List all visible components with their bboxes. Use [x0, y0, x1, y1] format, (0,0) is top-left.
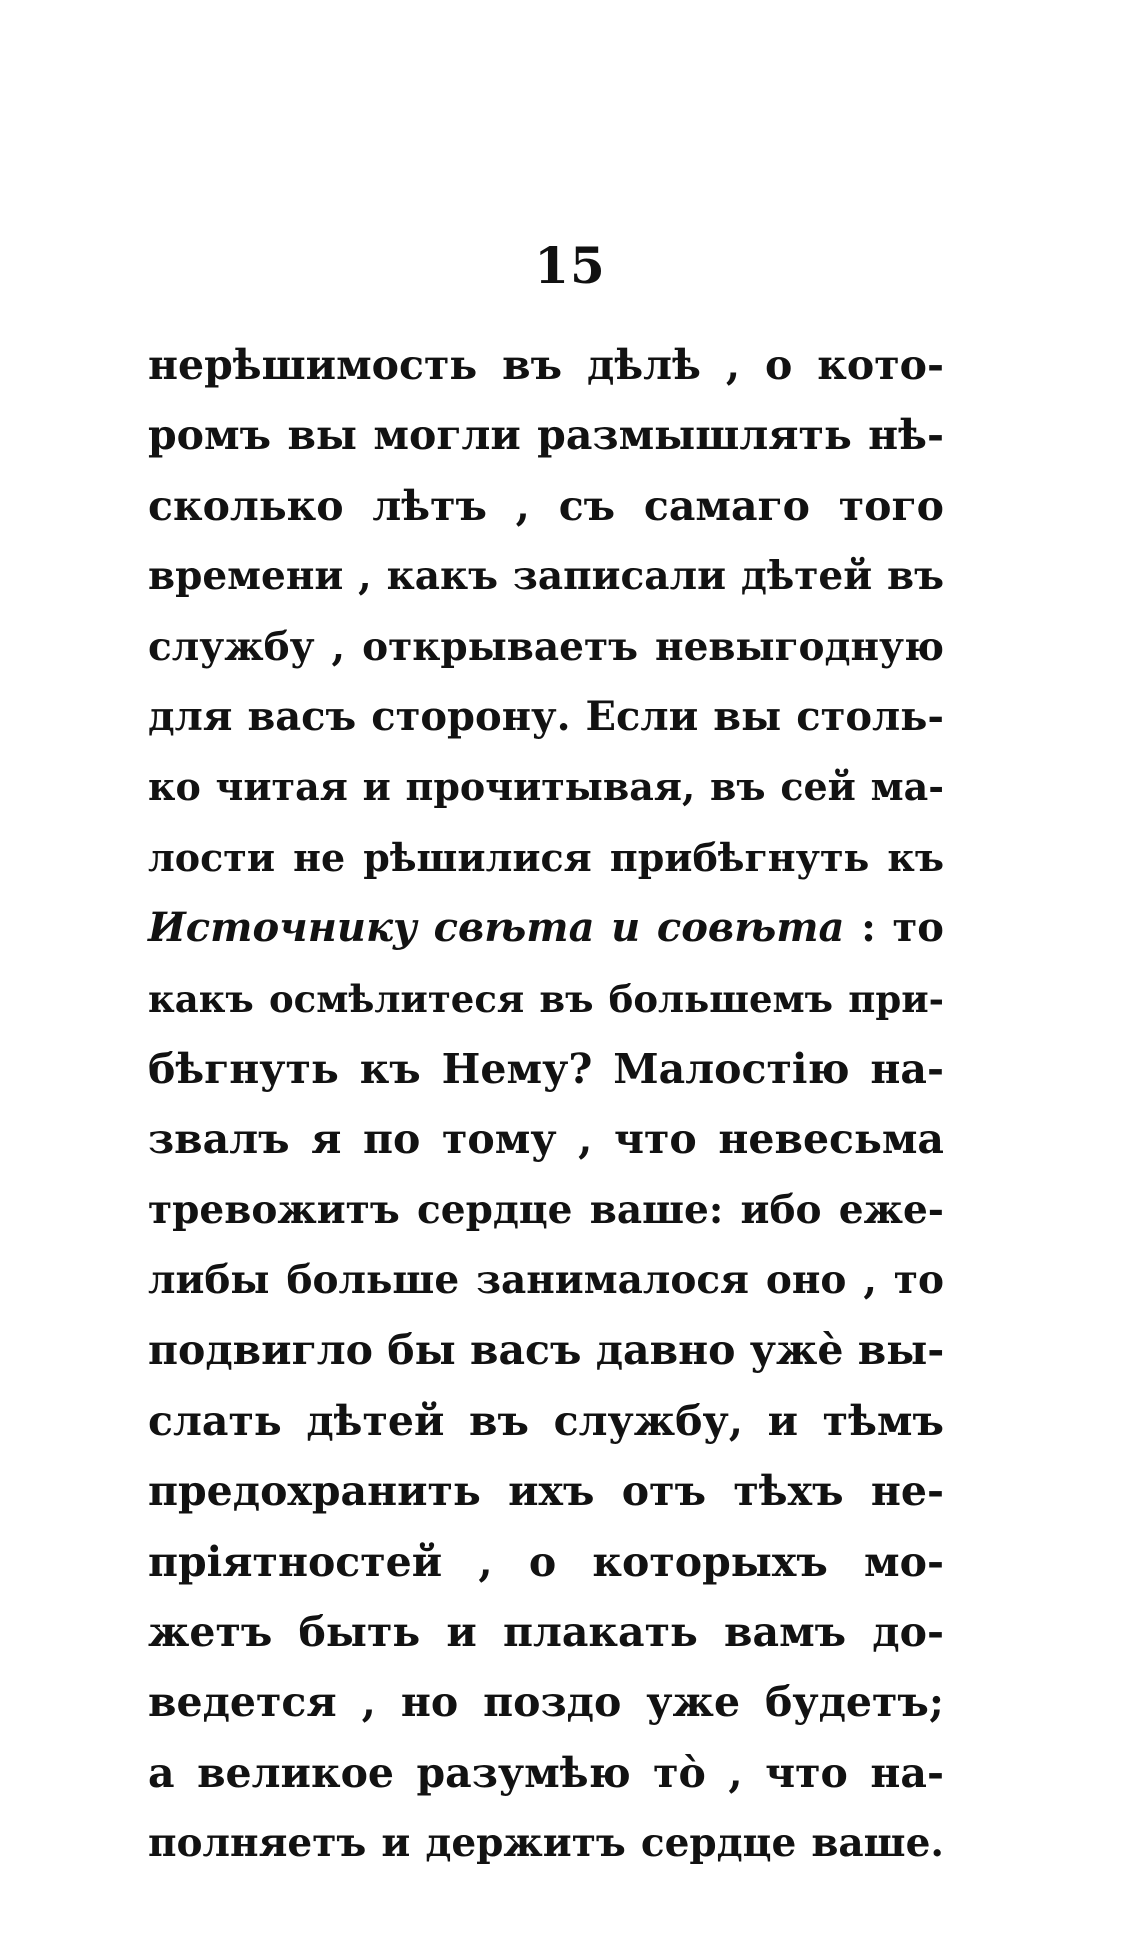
text-line: предохранить ихъ отъ тѣхъ не- [148, 1467, 944, 1516]
text-line: тревожитъ сердце ваше: ибо еже- [148, 1186, 944, 1233]
italic-phrase: Источнику свѣта и совѣта [148, 904, 845, 952]
text-line: ромъ вы могли размышлять нѣ- [148, 411, 944, 460]
page-number: 15 [534, 236, 606, 295]
text-line: сколько лѣтъ , съ самаго того [148, 481, 944, 530]
text-line: лости не рѣшилися прибѣгнуть къ [148, 834, 944, 880]
body-text [148, 330, 944, 1879]
text-fragment: : то [844, 904, 944, 952]
text-line: слать дѣтей въ службу, и тѣмъ [148, 1396, 944, 1445]
text-line: полняетъ и держитъ сердце ваше. [148, 1820, 944, 1867]
text-line [148, 893, 944, 963]
text-line: бѣгнуть къ Нему? Малостію на- [148, 1044, 944, 1093]
text-line: какъ осмѣлитеся въ большемъ при- [148, 976, 944, 1021]
text-line: подвигло бы васъ давно ужè вы- [148, 1326, 945, 1375]
text-line: службу , открываетъ невыгодную [148, 623, 944, 670]
text-line: а великое разумѣю тò , что на- [148, 1748, 944, 1797]
text-line: звалъ я по тому , что невесьма [148, 1115, 944, 1164]
text-line: времени , какъ записали дѣтей въ [148, 553, 944, 600]
text-line: жетъ быть и плакать вамъ до- [148, 1608, 944, 1657]
text-line: для васъ сторону. Если вы столь- [148, 692, 944, 740]
text-line: пріятностей , о которыхъ мо- [148, 1537, 944, 1586]
text-line: нерѣшимость въ дѣлѣ , о кото- [148, 341, 944, 389]
text-line: ко читая и прочитывая, въ сей ма- [148, 764, 944, 810]
text-line: либы больше занималося оно , то [148, 1257, 944, 1304]
text-line: ведется , но поздо уже будетъ; [148, 1678, 944, 1727]
